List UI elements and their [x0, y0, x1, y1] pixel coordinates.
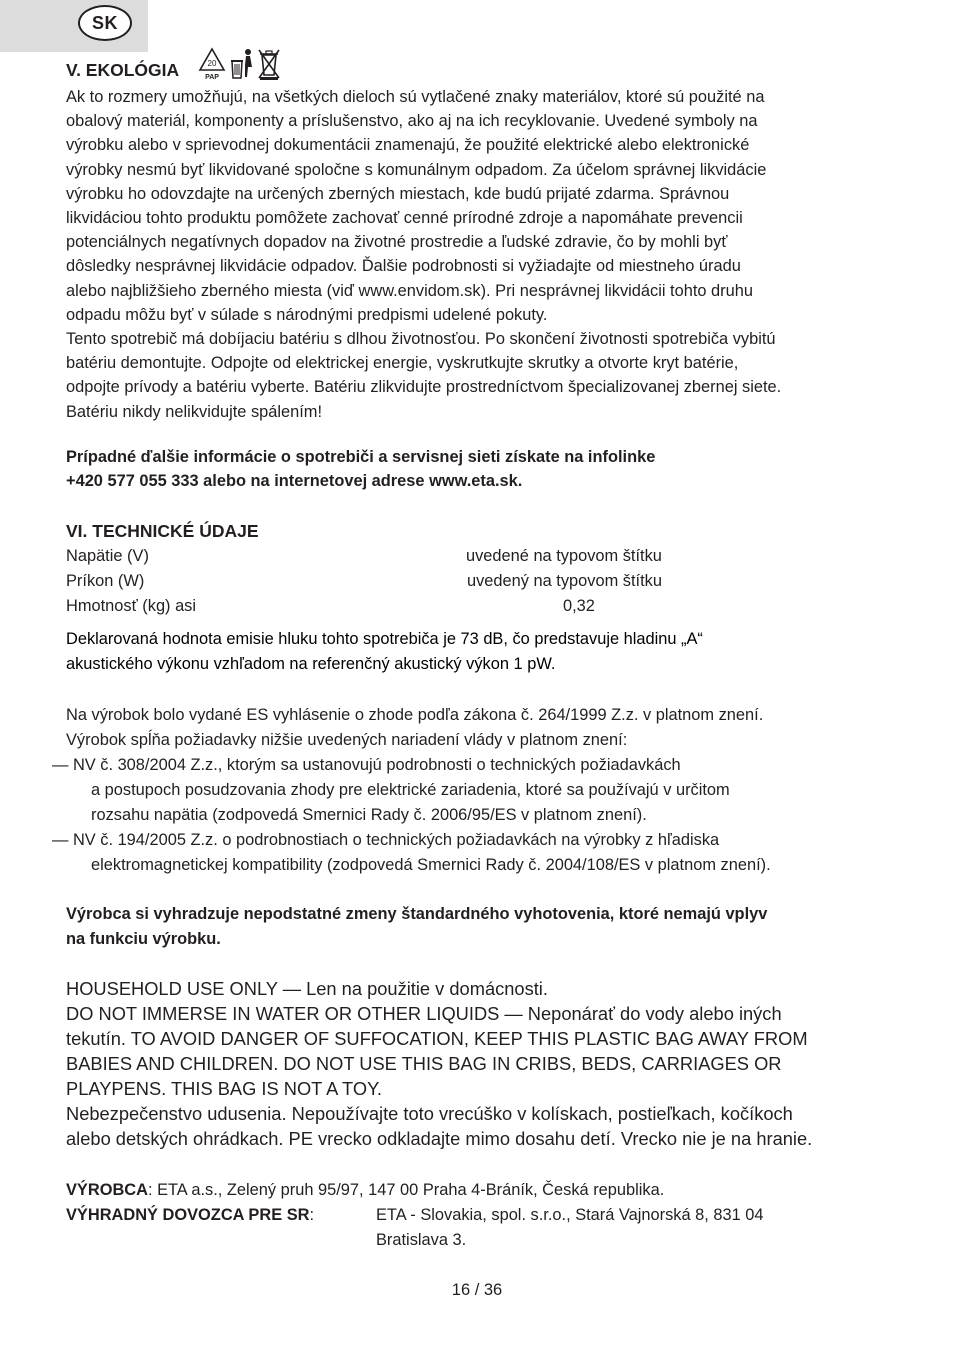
warning-line: BABIES AND CHILDREN. DO NOT USE THIS BAG IN CRIBS, BEDS, CARRIAGES OR [66, 1053, 782, 1074]
warnings-block [66, 976, 926, 1151]
tech-value: uvedené na typovom štítku [466, 547, 662, 565]
battery-line: Batériu nikdy nelikvidujte spálením! [66, 402, 323, 421]
ecology-line: dôsledky nesprávnej likvidácie odpadov. Ďalšie podrobnosti si vyžiadajte od miestneho úradu [66, 257, 741, 276]
regulation-item-cont: elektromagnetickej kompatibility (zodpovedá Smernici Rady č. 2004/108/ES v platnom znení). [91, 856, 771, 874]
tech-label: Napätie (V) [66, 547, 149, 565]
infoline-line: +420 577 055 333 alebo na internetovej adrese www.eta.sk. [66, 472, 523, 491]
importer-text: ETA - Slovakia, spol. s.r.o., Stará Vajnorská 8, 831 04 [376, 1206, 764, 1224]
warning-line: tekutín. TO AVOID DANGER OF SUFFOCATION, KEEP THIS PLASTIC BAG AWAY FROM [66, 1028, 808, 1049]
technical-section [66, 519, 916, 619]
technical-heading: VI. TECHNICKÉ ÚDAJE [66, 521, 259, 541]
importer-row [66, 1203, 916, 1228]
svg-text:20: 20 [207, 59, 217, 68]
infoline-line: Prípadné ďalšie informácie o spotrebiči a servisnej sieti získate na infolinke [66, 448, 656, 466]
reserve-line: Výrobca si vyhradzuje nepodstatné zmeny štandardného vyhotovenia, ktoré nemajú vplyv [66, 905, 768, 923]
manufacturer-label: VÝROBCA [66, 1181, 148, 1199]
warning-line: alebo detských ohrádkach. PE vrecko odkladajte mimo dosahu detí. Vrecko nie je na hranie. [66, 1128, 813, 1149]
importer-text: Bratislava 3. [376, 1231, 467, 1249]
tech-value: 0,32 [563, 597, 595, 615]
ecology-heading: V. EKOLÓGIA [66, 60, 180, 80]
manufacturer-block [66, 1178, 916, 1249]
battery-line: batériu demontujte. Odpojte od elektrickej energie, vyskrutkujte skrutky a otvorte kryt batérie, [66, 354, 739, 373]
recycling-icon [197, 47, 227, 81]
ecology-line: alebo najbližšieho zberného miesta (viď www.envidom.sk). Pri nesprávnej likvidácii tohto druhu [66, 281, 753, 300]
tech-label: Príkon (W) [66, 572, 145, 590]
ecology-line: Ak to rozmery umožňujú, na všetkých dieloch sú vytlačené znaky materiálov, ktoré sú použité na [66, 88, 765, 106]
noise-block [66, 627, 916, 677]
manufacturer-text: : ETA a.s., Zelený pruh 95/97, 147 00 Praha 4-Bráník, Česká republika. [147, 1181, 665, 1199]
warning-line: Nebezpečenstvo udusenia. Nepoužívajte toto vrecúško v kolískach, postieľkach, kočíkoch [66, 1103, 793, 1124]
ecology-heading-row [66, 45, 281, 81]
page-number: 16 / 36 [451, 1281, 503, 1299]
manufacturer-row [66, 1178, 916, 1203]
conformity-line: Na výrobok bolo vydané ES vyhlásenie o zhode podľa zákona č. 264/1999 Z.z. v platnom znení. [66, 706, 764, 724]
ecology-line: výrobky nesmú byť likvidované spoločne s komunálnym odpadom. Za účelom správnej likvidácie [66, 160, 767, 179]
tech-row-voltage [66, 544, 916, 569]
importer-sep: : [309, 1206, 315, 1224]
warning-line: DO NOT IMMERSE IN WATER OR OTHER LIQUIDS — Neponárať do vody alebo iných [66, 1003, 782, 1024]
regulation-item-cont: rozsahu napätia (zodpovedá Smernici Rady č. 2006/95/ES v platnom znení). [91, 806, 647, 824]
conformity-line: Výrobok spĺňa požiadavky nižšie uvedených nariadení vlády v platnom znení: [66, 731, 628, 749]
battery-line: odpojte prívody a batériu vyberte. Batériu zlikvidujte prostredníctvom špecializovanej zbernej siete. [66, 378, 782, 397]
eco-icons [197, 47, 281, 81]
regulation-item: — NV č. 194/2005 Z.z. o podrobnostiach o technických požiadavkách na výrobky z hľadiska [52, 831, 720, 849]
ecology-line: odpadu môžu byť v súlade s národnými predpismi udelené pokuty. [66, 305, 548, 324]
ecology-line: obalový materiál, komponenty a príslušenstvo, ako aj na ich recyklovanie. Uvedené symboly na [66, 112, 758, 131]
noise-line: Deklarovaná hodnota emisie hluku tohto spotrebiča je 73 dB, čo predstavuje hladinu „A“ [66, 630, 703, 648]
importer-label: VÝHRADNÝ DOVOZCA PRE SR [66, 1206, 310, 1224]
ecology-text [66, 85, 916, 424]
manufacturer-reserve [66, 902, 916, 952]
regulation-item: — NV č. 308/2004 Z.z., ktorým sa ustanovujú podrobnosti o technických požiadavkách [52, 756, 681, 774]
regulation-item-cont: a postupoch posudzovania zhody pre elektrické zariadenia, ktoré sa používajú v určitom [91, 781, 730, 799]
tech-label: Hmotnosť (kg) asi [66, 597, 197, 615]
ecology-line: výrobku alebo v sprievodnej dokumentácii znamenajú, že použité elektrické alebo elektronické [66, 136, 750, 155]
litter-bin-icon [229, 47, 255, 81]
language-badge: SK [78, 5, 132, 41]
crossed-bin-icon [257, 47, 281, 81]
reserve-line: na funkciu výrobku. [66, 930, 221, 948]
ecology-line: likvidáciou tohto produktu pomôžete zachovať cenné prírodné zdroje a napomáhate prevencii [66, 209, 743, 228]
tech-row-weight [66, 594, 916, 619]
conformity-block [52, 703, 926, 878]
svg-text:PAP: PAP [205, 74, 220, 81]
ecology-line: potenciálnych negatívnych dopadov na životné prostredie a ľudské zdravie, čo by mohli byť [66, 233, 728, 252]
warning-line: PLAYPENS. THIS BAG IS NOT A TOY. [66, 1078, 382, 1099]
warning-line: HOUSEHOLD USE ONLY — Len na použitie v domácnosti. [66, 978, 548, 999]
ecology-line: výrobku ho odovzdajte na určených zberných miestach, kde budú prijaté zdarma. Správnou [66, 184, 730, 203]
noise-line: akustického výkonu vzhľadom na referenčný akustický výkon 1 pW. [66, 655, 556, 673]
infoline-block [66, 445, 916, 493]
battery-line: Tento spotrebič má dobíjaciu batériu s dlhou životnosťou. Po skončení životnosti spotrebiča vybitú [66, 330, 776, 349]
tech-value: uvedený na typovom štítku [467, 572, 662, 590]
tech-row-power [66, 569, 916, 594]
